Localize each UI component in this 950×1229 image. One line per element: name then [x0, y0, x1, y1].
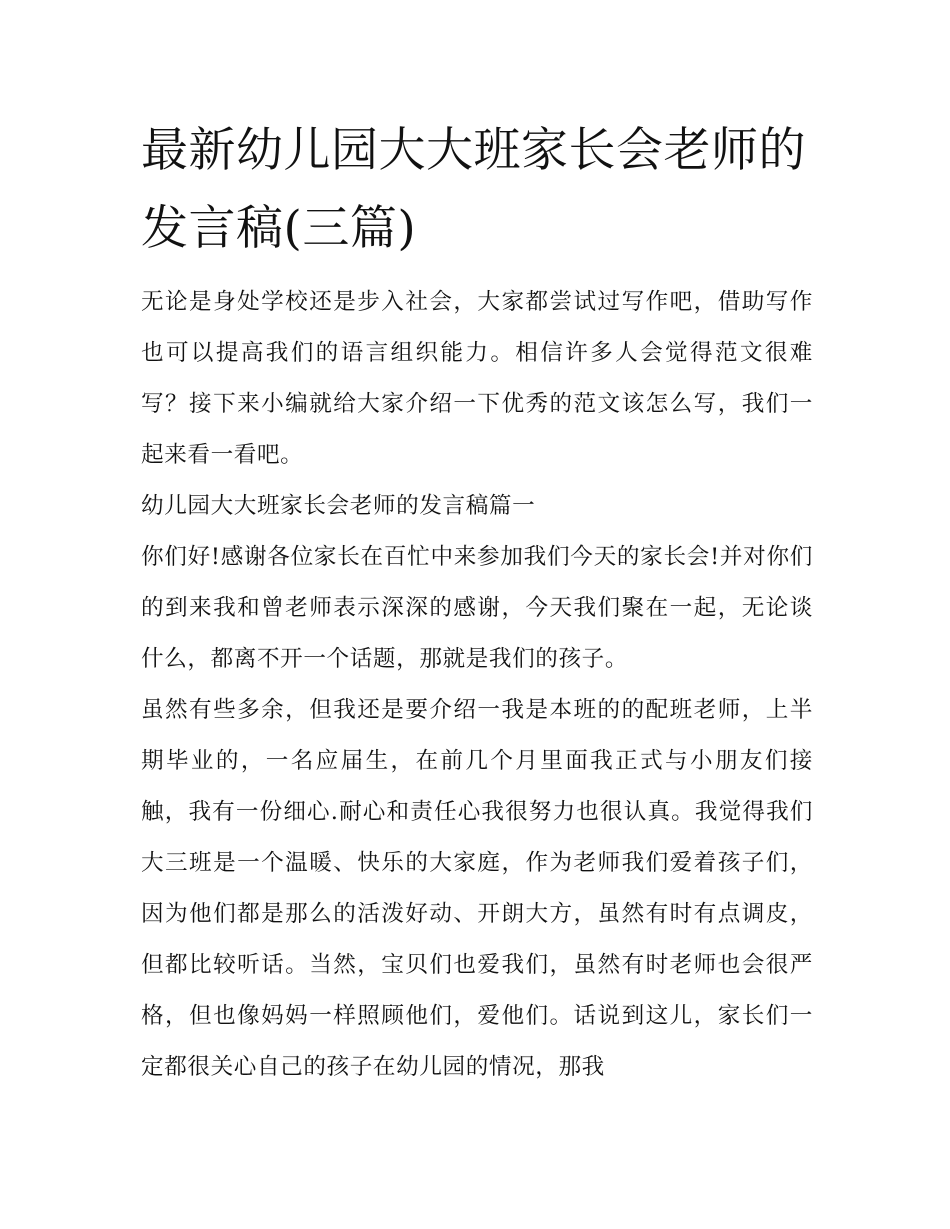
- document-page: [141, 112, 813, 1093]
- body-paragraph-2: 虽然有些多余，但我还是要介绍一我是本班的的配班老师，上半期毕业的，一名应届生，在前几个月里面我正式与小朋友们接触，我有一份细心.耐心和责任心我很努力也很认真。我觉得我们大三班是一个温暖、快乐的大家庭，作为老师我们爱着孩子们，因为他们都是那么的活泼好动、开朗大方，虽然有时有点调皮，但都比较听话。当然，宝贝们也爱我们，虽然有时老师也会很严格，但也像妈妈一样照顾他们，爱他们。话说到这儿，家长们一定都很关心自己的孩子在幼儿园的情况，那我: [141, 697, 813, 1080]
- body-paragraph-1: 你们好!感谢各位家长在百忙中来参加我们今天的家长会!并对你们的到来我和曾老师表示深深的感谢，今天我们聚在一起，无论谈什么，都离不开一个话题，那就是我们的孩子。: [141, 544, 813, 672]
- document-title: 最新幼儿园大大班家长会老师的发言稿(三篇): [141, 123, 806, 256]
- intro-paragraph: 无论是身处学校还是步入社会，大家都尝试过写作吧，借助写作也可以提高我们的语言组织能力。相信许多人会觉得范文很难写？接下来小编就给大家介绍一下优秀的范文该怎么写，我们一起来看一看吧。: [141, 289, 813, 468]
- section-heading: 幼儿园大大班家长会老师的发言稿篇一: [141, 493, 536, 519]
